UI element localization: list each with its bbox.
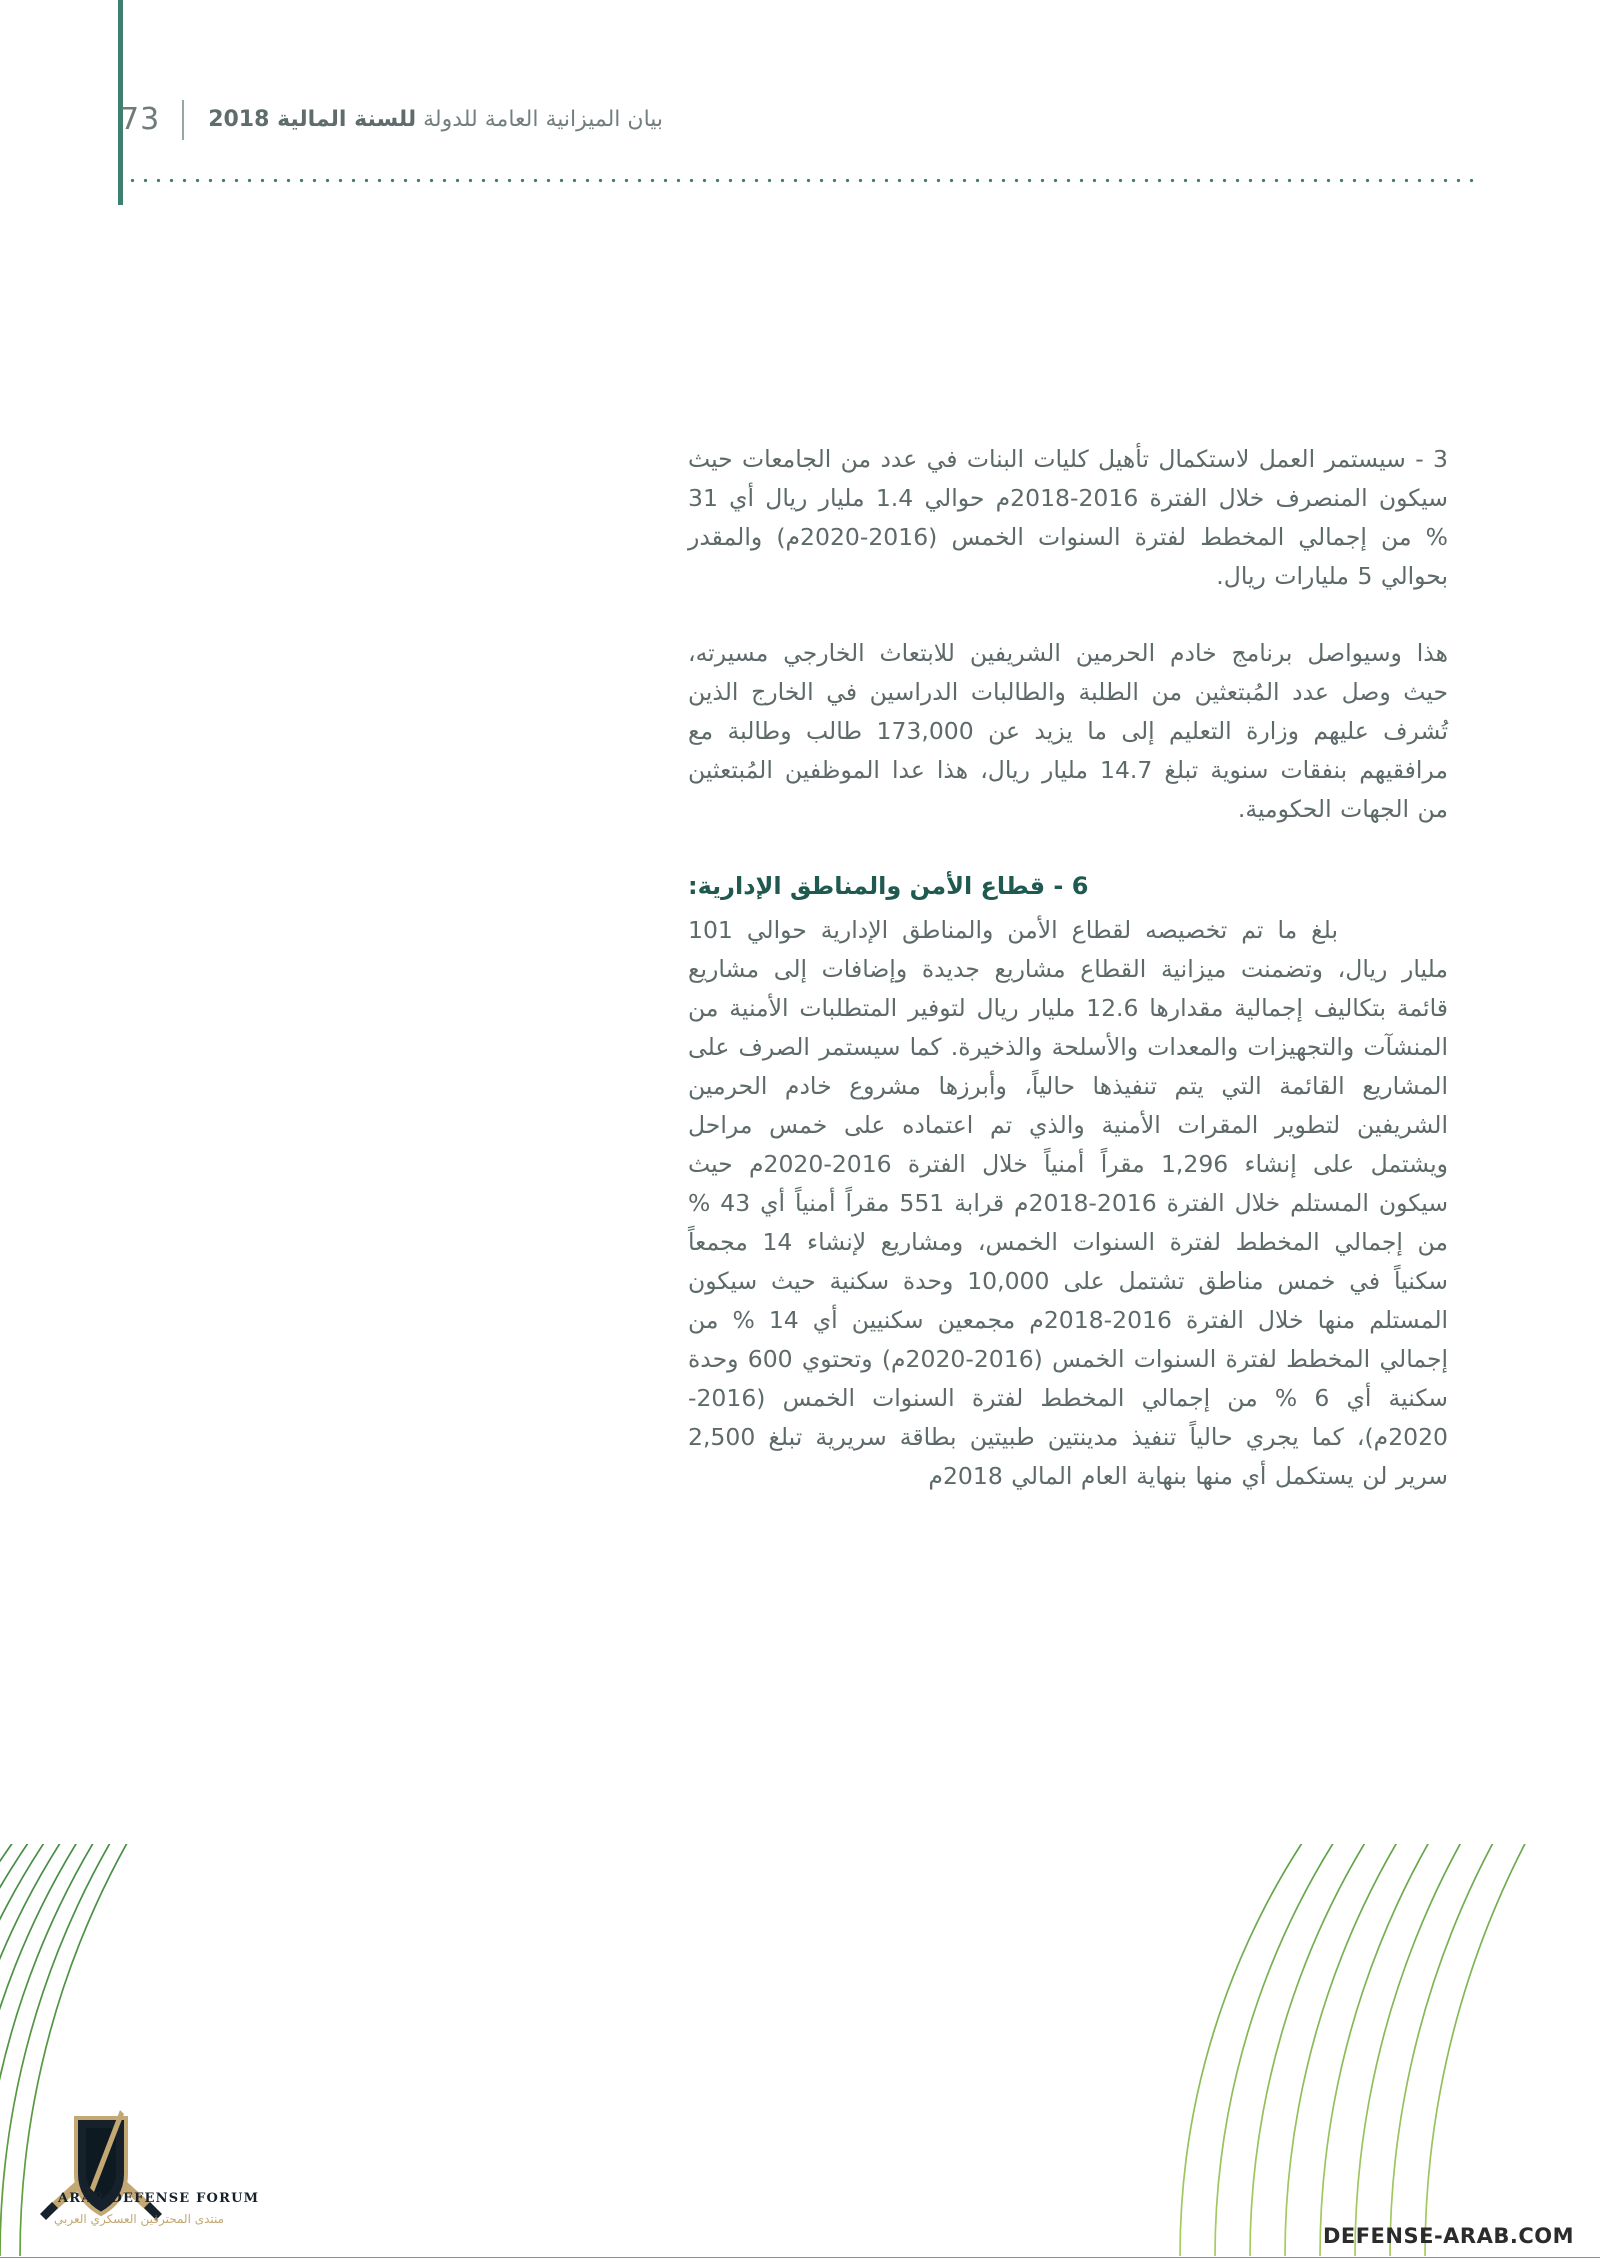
header-dotted-rule (126, 178, 1482, 183)
paragraph-item-3: 3 - سيستمر العمل لاستكمال تأهيل كليات البنات في عدد من الجامعات حيث سيكون المنصرف خلال الفترة 2016-2018م حوالي 1.4 مليار ريال أي 31 % من إجمالي المخطط لفترة السنوات الخمس (2016-2020م) والمقدر بحوالي 5 مليارات ريال. (688, 445, 1448, 590)
header-title-regular: بيان الميزانية العامة للدولة (416, 107, 664, 132)
section-heading-security-sector: 6 - قطاع الأمن والمناطق الإدارية: (688, 872, 1089, 900)
logo-arabic-name: منتدى المحترفين العسكري العربي (54, 2212, 225, 2226)
page-header (120, 96, 1480, 144)
document-body (688, 440, 1448, 1496)
watermark: DEFENSE-ARAB.COM (1322, 2224, 1574, 2248)
header-title-bold: للسنة المالية 2018 (208, 107, 417, 132)
header-divider (182, 100, 184, 140)
right-arc-fan (1180, 1844, 1600, 2256)
paragraph-scholarship-program: هذا وسيواصل برنامج خادم الحرمين الشريفين للابتعاث الخارجي مسيرته، حيث وصل عدد المُبتعثين من الطلبة والطالبات الدراسين في الخارج الذين تُشرف عليهم وزارة التعليم إلى ما يزيد عن 173,000 طالب وطالبة مع مرافقيهم بنفقات سنوية تبلغ 14.7 مليار ريال، هذا عدا الموظفين المُبتعثين من الجهات الحكومية. (688, 639, 1448, 823)
site-logo (28, 2096, 260, 2246)
header-title (208, 109, 663, 131)
page-number: 73 (120, 102, 161, 137)
logo-name: ARAB DEFENSE FORUM (58, 2191, 260, 2206)
footer-baseline-rule (0, 2257, 1600, 2259)
paragraph-security-sector-details: بلغ ما تم تخصيصه لقطاع الأمن والمناطق الإدارية حوالي 101 مليار ريال، وتضمنت ميزانية القطاع مشاريع جديدة وإضافات إلى مشاريع قائمة بتكاليف إجمالية مقدارها 12.6 مليار ريال لتوفير المتطلبات الأمنية من المنشآت والتجهيزات والمعدات والأسلحة والذخيرة. كما سيستمر الصرف على المشاريع القائمة التي يتم تنفيذها حالياً، وأبرزها مشروع خادم الحرمين الشريفين لتطوير المقرات الأمنية والذي تم اعتماده على خمس مراحل ويشتمل على إنشاء 1,296 مقراً أمنياً خلال الفترة 2016-2020م حيث سيكون المستلم خلال الفترة 2016-2018م قرابة 551 مقراً أمنياً أي 43 % من إجمالي المخطط لفترة السنوات الخمس، ومشاريع لإنشاء 14 مجمعاً سكنياً في خمس مناطق تشتمل على 10,000 وحدة سكنية حيث سيكون المستلم منها خلال الفترة 2016-2018م مجمعين سكنيين أي 14 % من إجمالي المخطط لفترة السنوات الخمس (2016-2020م) وتحتوي 600 وحدة سكنية أي 6 % من إجمالي المخطط لفترة السنوات الخمس (2016-2020م)، كما يجري حالياً تنفيذ مدينتين طبيتين بطاقة سريرية تبلغ 2,500 سرير لن يستكمل أي منها بنهاية العام المالي 2018م (688, 916, 1449, 1490)
